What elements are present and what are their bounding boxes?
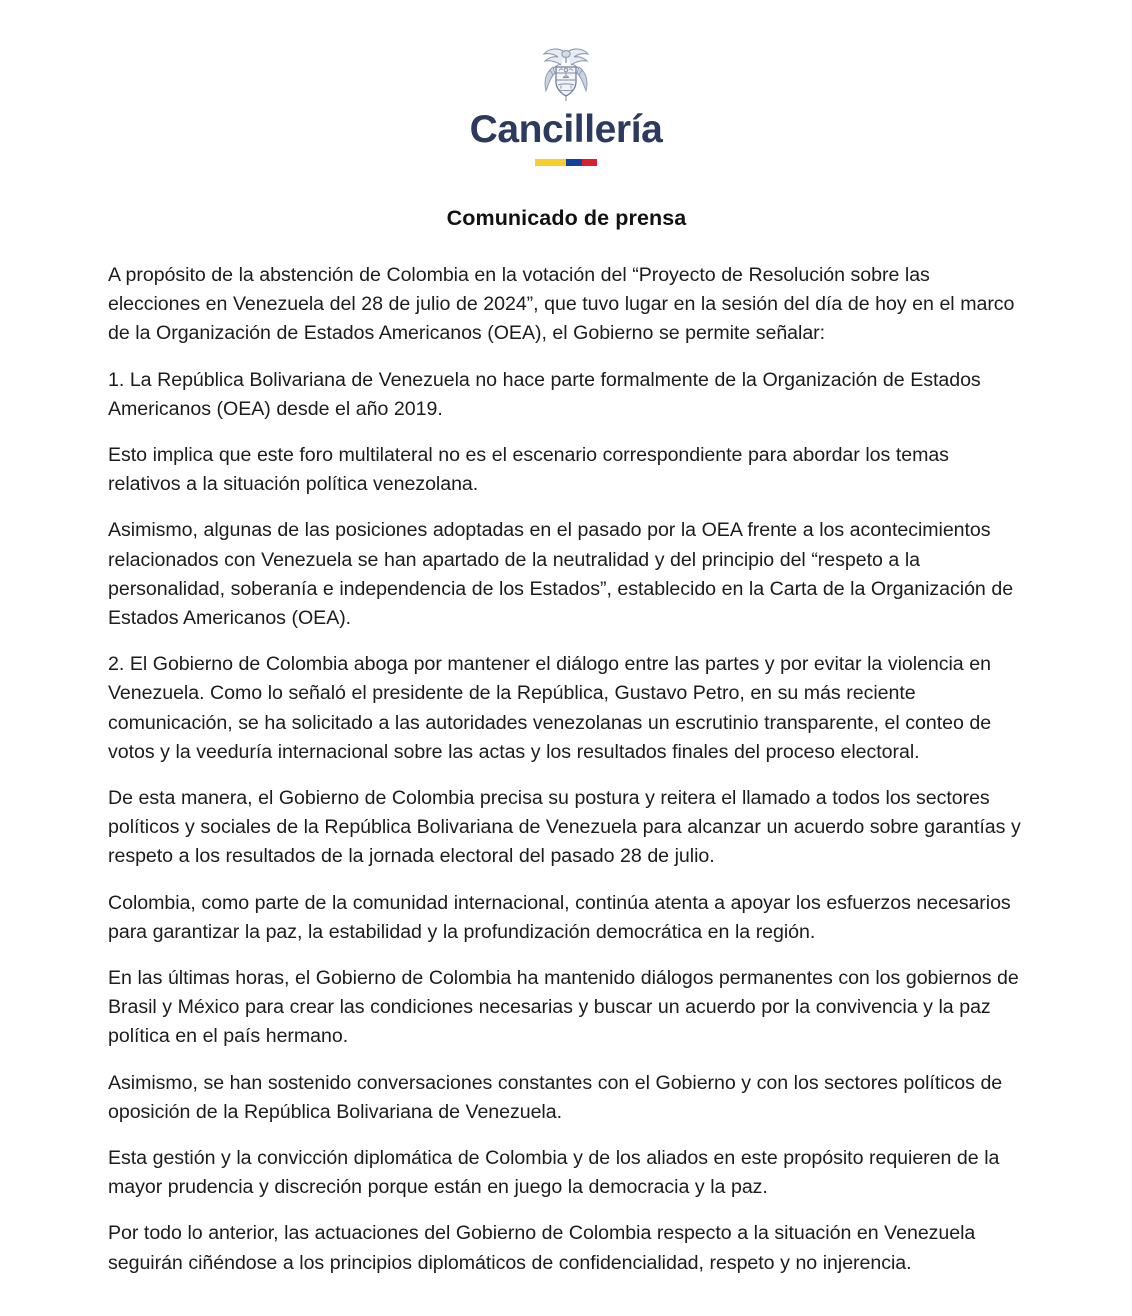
paragraph: De esta manera, el Gobierno de Colombia precisa su postura y reitera el llamado a todos los sectores políticos y sociales de la República Bolivariana de Venezuela para alcanzar un acuerdo sobre garantías y respeto a los resultados de la jornada electoral del pasado 28 de julio.: [108, 787, 1021, 868]
flag-band-red: [582, 159, 598, 166]
paragraph: A propósito de la abstención de Colombia en la votación del “Proyecto de Resolución sobre las elecciones en Venezuela del 28 de julio de 2024”, que tuvo lugar en la sesión del día de hoy en el marco de la Organización de Estados Americanos (OEA), el Gobierno se permite señalar:: [108, 264, 1015, 345]
page-title: Comunicado de prensa: [446, 206, 687, 230]
paragraph: Por todo lo anterior, las actuaciones del Gobierno de Colombia respecto a la situación en Venezuela seguirán ciñéndose a los principios diplomáticos de confidencialidad, respeto y no injerencia.: [108, 1222, 976, 1274]
cancilleria-wordmark: Cancillería: [469, 108, 663, 151]
paragraph-numbered-1: 1. La República Bolivariana de Venezuela no hace parte formalmente de la Organización de Estados Americanos (OEA) desde el año 2019.: [108, 368, 981, 420]
paragraph: En las últimas horas, el Gobierno de Colombia ha mantenido diálogos permanentes con los gobiernos de Brasil y México para crear las condiciones necesarias y buscar un acuerdo por la convivencia y la paz política en el país hermano.: [108, 967, 1019, 1048]
letterhead: [0, 0, 1132, 166]
paragraph: Asimismo, algunas de las posiciones adoptadas en el pasado por la OEA frente a los acontecimientos relacionados con Venezuela se han apartado de la neutralidad y del principio del “respeto a la personalidad, soberanía e independencia de los Estados”, establecido en la Carta de la Organización de Estados Americanos (OEA).: [108, 519, 1014, 630]
paragraph: Asimismo, se han sostenido conversaciones constantes con el Gobierno y con los sectores políticos de oposición de la República Bolivariana de Venezuela.: [108, 1071, 1003, 1123]
press-release-body: [108, 261, 1025, 1278]
paragraph: Colombia, como parte de la comunidad internacional, continúa atenta a apoyar los esfuerzos necesarios para garantizar la paz, la estabilidad y la profundización democrática en la región.: [108, 891, 1011, 943]
flag-band-blue: [566, 159, 582, 166]
colombia-coat-of-arms-icon: [537, 44, 595, 104]
paragraph: Esto implica que este foro multilateral no es el escenario correspondiente para abordar los temas relativos a la situación política venezolana.: [108, 444, 949, 496]
document-content: [0, 206, 1132, 1278]
paragraph-numbered-2: 2. El Gobierno de Colombia aboga por mantener el diálogo entre las partes y por evitar la violencia en Venezuela. Como lo señaló el presidente de la República, Gustavo Petro, en su más reciente comunicación, se ha solicitado a las autoridades venezolanas un escrutinio transparente, el conteo de votos y la veeduría internacional sobre las actas y los resultados finales del proceso electoral.: [108, 653, 992, 763]
colombia-flag-bar: [535, 159, 597, 166]
flag-band-yellow: [535, 159, 566, 166]
paragraph: Esta gestión y la convicción diplomática de Colombia y de los aliados en este propósito requieren de la mayor prudencia y discreción porque están en juego la democracia y la paz.: [108, 1147, 1000, 1199]
